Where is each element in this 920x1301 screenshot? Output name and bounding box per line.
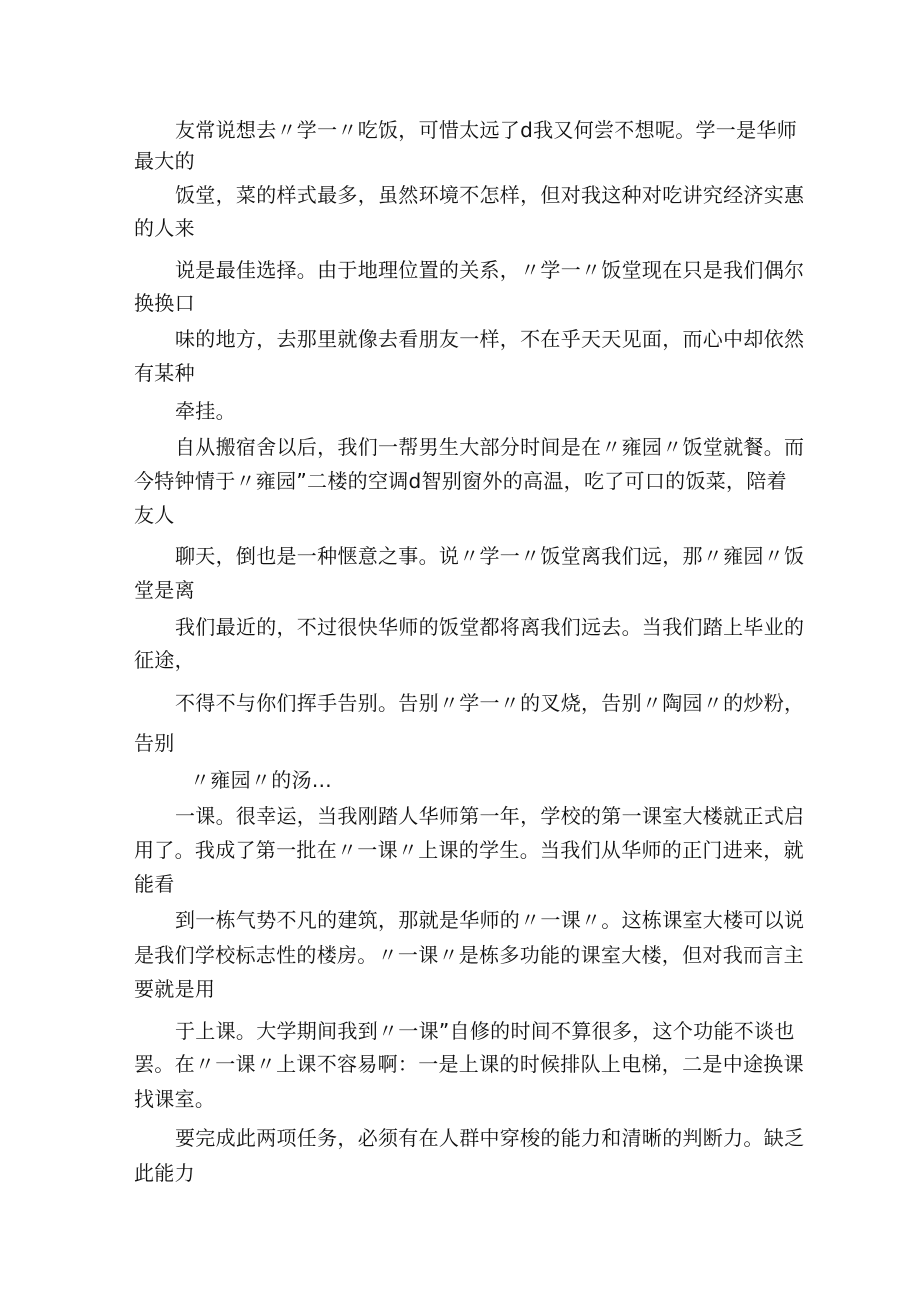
text-line: 饭堂，菜的样式最多，虽然环境不怎样，但对我这种对吃讲究经济实惠	[175, 183, 805, 207]
text-line: 不得不与你们挥手告别。告别〃学一〃的叉烧，告别〃陶园〃的炒粉，	[175, 691, 805, 715]
text-line: 有某种	[134, 361, 195, 385]
text-line: 要就是用	[134, 977, 216, 1001]
text-line: 换换口	[134, 291, 195, 315]
text-line: 聊天，倒也是一种惬意之事。说〃学一〃饭堂离我们远，那〃雍园〃饭	[175, 544, 805, 568]
text-line: 友常说想去〃学一〃吃饭，可惜太远了d我又何尝不想呢。学一是华师	[175, 118, 797, 142]
text-line: 自从搬宿舍以后，我们一帮男生大部分时间是在〃雍园〃饭堂就餐。而	[175, 435, 805, 459]
text-line: 一课。很幸运，当我刚踏人华师第一年，学校的第一课室大楼就正式启	[175, 804, 805, 828]
text-line: 找课室。	[134, 1087, 216, 1111]
text-line: 味的地方，去那里就像去看朋友一样，不在乎天天见面，而心中却依然	[175, 327, 805, 351]
text-line: 〃雍园〃的汤…	[190, 768, 333, 792]
text-line: 此能力	[134, 1161, 195, 1185]
text-line: 堂是离	[134, 578, 195, 602]
text-line: 我们最近的，不过很快华师的饭堂都将离我们远去。当我们踏上毕业的	[175, 615, 805, 639]
text-line: 要完成此两项任务，必须有在人群中穿梭的能力和清晰的判断力。缺乏	[175, 1126, 805, 1150]
text-line: 告别	[134, 731, 175, 755]
text-line: 牵挂。	[175, 399, 236, 423]
text-line: 是我们学校标志性的楼房。〃一课〃是栋多功能的课室大楼，但对我而言主	[134, 943, 804, 967]
text-line: 征途，	[134, 648, 195, 672]
text-line: 于上课。大学期间我到〃一课”自修的时间不算很多，这个功能不谈也	[175, 1019, 795, 1043]
text-line: 友人	[134, 503, 175, 527]
text-line: 的人来	[134, 216, 195, 240]
text-line: 用了。我成了第一批在〃一课〃上课的学生。当我们从华师的正门进来，就	[134, 838, 804, 862]
text-line: 到一栋气势不凡的建筑，那就是华师的〃一课〃。这栋课室大楼可以说	[175, 908, 805, 932]
text-line: 说是最佳选择。由于地理位置的关系，〃学一〃饭堂现在只是我们偶尔	[175, 258, 805, 282]
text-line: 最大的	[134, 149, 195, 173]
text-line: 罢。在〃一课〃上课不容易啊：一是上课的时候排队上电梯，二是中途换课	[134, 1052, 804, 1076]
text-line: 今特钟情于〃雍园”二楼的空调d智别窗外的高温，吃了可口的饭菜，陪着	[134, 469, 787, 493]
text-line: 能看	[134, 872, 175, 896]
